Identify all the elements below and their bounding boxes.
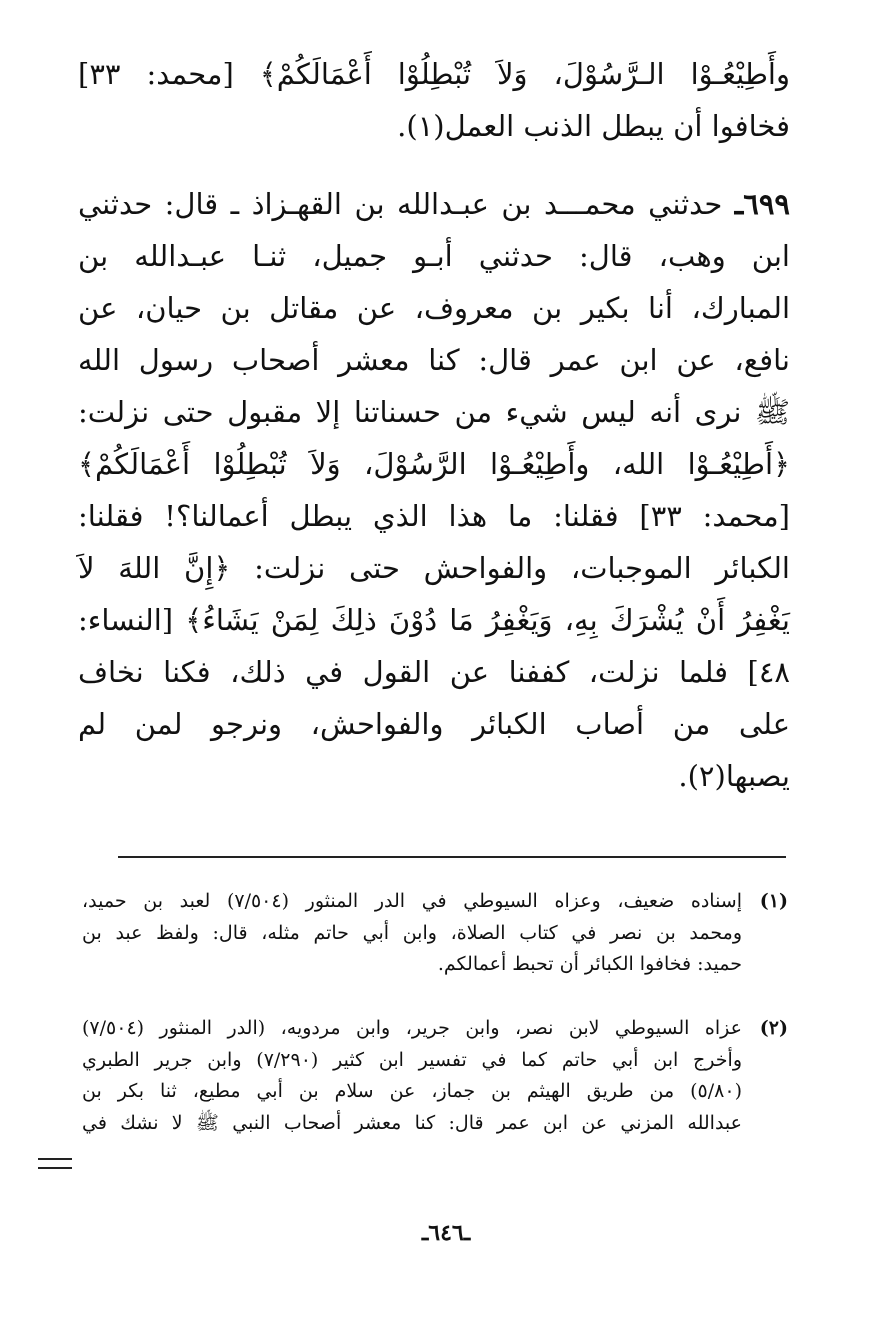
text-line: يَغْفِرُ أَنْ يُشْرَكَ بِهِ، وَيَغْفِرُ مَا دُوْنَ ذلِكَ لِمَنْ يَشَاءُ﴾ [النساء: — [78, 603, 790, 637]
text-line: ابن وهب، قال: حدثني أبـو جميل، ثنـا عبـدالله بن — [78, 239, 790, 273]
footnote-1 — [82, 886, 788, 981]
footnote-number: (٢) — [759, 1017, 788, 1039]
text-line: نافع، عن ابن عمر قال: كنا معشر أصحاب رسول الله — [78, 343, 790, 377]
footnote-line: وأخرج ابن أبي حاتم كما في تفسير ابن كثير (٧/٢٩٠) وابن جرير الطبري — [82, 1048, 742, 1071]
text-line: حدثني محمـــد بن عبـدالله بن القهـزاذ ـ قال: حدثني — [78, 187, 723, 221]
text-line: المبارك، أنا بكير بن معروف، عن مقاتل بن حيان، عن — [78, 291, 790, 325]
text-line: ﷺ نرى أنه ليس شيء من حسناتنا إلا مقبول حتى نزلت: — [78, 395, 790, 429]
text-line: يصبها(٢). — [678, 759, 790, 793]
footnote-line: عزاه السيوطي لابن نصر، وابن جرير، وابن مردويه، (الدر المنثور (٧/٥٠٤) — [82, 1017, 742, 1039]
footnote-line: (٥/٨٠) من طريق الهيثم بن جماز، عن سلام بن أبي مطيع، ثنا بكر بن — [82, 1080, 742, 1102]
footnote-2 — [82, 1013, 788, 1139]
text-line: الكبائر الموجبات، والفواحش حتى نزلت: ﴿إِنَّ اللهَ لاَ — [78, 551, 790, 585]
footnote-line: حميد: فخافوا الكبائر أن تحبط أعمالكم. — [437, 953, 742, 975]
text-line: فخافوا أن يبطل الذنب العمل(١). — [397, 109, 790, 143]
hadith-number: ٦٩٩ـ — [734, 187, 790, 221]
page-number: ـ٦٤٦ـ — [421, 1220, 471, 1246]
text-line: ﴿أَطِيْعُـوْا الله، وأَطِيْعُـوْا الرَّسُوْلَ، وَلاَ تُبْطِلُوْا أَعْمَالَكُمْ﴾ — [78, 447, 790, 481]
text-block-continuation — [78, 48, 790, 152]
footnote-line: إسناده ضعيف، وعزاه السيوطي في الدر المنثور (٧/٥٠٤) لعبد بن حميد، — [82, 890, 742, 912]
footnote-divider — [118, 856, 786, 858]
text-line-first — [78, 178, 790, 230]
text-line: [محمد: ٣٣] فقلنا: ما هذا الذي يبطل أعمالنا؟! فقلنا: — [78, 499, 790, 533]
text-line: ٤٨] فلما نزلت، كففنا عن القول في ذلك، فكنا نخاف — [78, 655, 790, 689]
footnote-number: (١) — [759, 890, 788, 912]
hadith-699 — [78, 178, 790, 802]
continuation-mark — [38, 1158, 72, 1169]
footnote-line: ومحمد بن نصر في كتاب الصلاة، وابن أبي حاتم مثله، قال: ولفظ عبد بن — [82, 921, 742, 944]
text-line: على من أصاب الكبائر والفواحش، ونرجو لمن لم — [78, 707, 790, 741]
footnote-line: عبدالله المزني عن ابن عمر قال: كنا معشر أصحاب النبي ﷺ لا نشك في — [82, 1111, 742, 1134]
text-line: وأَطِيْعُـوْا الـرَّسُوْلَ، وَلاَ تُبْطِلُوْا أَعْمَالَكُمْ﴾ [محمد: ٣٣] — [78, 57, 790, 91]
